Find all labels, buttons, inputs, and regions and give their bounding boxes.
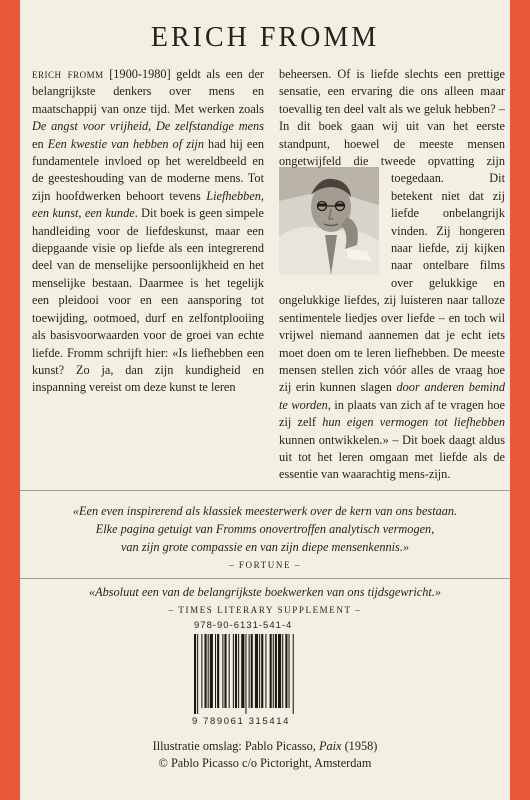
book-title: De zelfstandige mens [156,119,264,134]
blurb-right-column [279,66,505,484]
barcode-bar [245,634,246,714]
barcode-bar [197,634,198,714]
isbn-digits: 9 789061 315414 [192,716,290,727]
book-title: Liefhebben, een kunst, een kunde [32,188,264,221]
barcode-bar [215,634,216,708]
emphasis-text: door anderen bemind te worden [279,380,506,412]
isbn-label: 978-90-6131-541-4 [194,620,293,631]
review-quote-fortune [30,502,500,574]
credit-text: (1958) [341,739,378,753]
blurb-text: . Dit boek is geen simpele handleiding voor de liefdeskunst, maar een diepgaande visie op liefde als een integrerend deel van de menselijke persoonlijkheid en het menselijke bestaan. Daarmee is het tegelijk een pleidooi voor en een aansporing tot toewijding, ootmoed, durf en zelfontplooiing als basisvoorwaarden voor de groei van echte liefde. Fromm schrijft hier: «Is liefhebben een kunst? Zo ja, dan zijn kundigheid en inspanning vereist om deze kunst te leren [32,206,264,395]
barcode-bar [241,634,244,708]
blurb-text: had hij een fundamentele invloed op het wereldbeeld en de geesteshouding van de moderne mens. Tot zijn hoofdwerken behoort tevens [32,136,264,203]
blurb-text: , [148,119,157,134]
barcode-bar [205,634,207,708]
barcode-bar [210,634,213,708]
quote-line: van zijn grote compassie en van zijn diepe mensenkennis.» [120,540,410,554]
blurb-text: beheersen. Of is liefde slechts een prettige sensatie, een ervaring die ons alleen maar toevallig ten deel valt als we geluk hebben? – In dit boek gaan wij uit van het eerste standpunt, hoewel de meeste mensen ongetwijfeld [279,67,505,169]
barcode-icon [192,634,340,714]
barcode-bar [270,634,272,708]
divider [20,578,510,579]
divider [20,490,510,491]
barcode-bar [201,634,202,708]
barcode-bar [217,634,219,708]
barcode-bar [233,634,234,708]
quote-source: – FORTUNE – [228,560,302,570]
barcode-bar [282,634,283,708]
barcode-bar [229,634,230,708]
credit-text: Illustratie omslag: Pablo Picasso, [152,739,319,753]
cover-credits [20,738,510,772]
author-portrait-illustration [275,165,381,277]
blurb-paragraph-right [279,66,505,484]
barcode-bar [235,634,237,708]
barcode-bar [293,634,294,714]
back-cover [20,0,510,800]
book-title: De angst voor vrijheid [32,119,149,134]
credit-line [20,738,510,755]
copyright-line: © Pablo Picasso c/o Pictoright, Amsterdam [158,756,372,770]
barcode-bar [259,634,260,708]
barcode-bar [289,634,290,708]
blurb-text: en [32,136,48,151]
barcode-bar [273,634,274,708]
barcode-bar [224,634,226,708]
author-lead: erich fromm [32,67,104,81]
barcode-bar [261,634,263,708]
author-title: ERICH FROMM [150,22,380,53]
review-quote-tls [30,583,500,619]
artwork-title: Paix [318,739,342,753]
quote-line: «Absoluut een van de belangrijkste boekwerken van ons tijdsgewricht.» [88,585,442,599]
barcode-bar [275,634,277,708]
barcode-bar [208,634,209,708]
blurb-paragraph-left [32,66,264,397]
barcode-bar [251,634,253,708]
barcode-bar [265,634,266,708]
barcode-bar [238,634,239,708]
barcode-bar [194,634,196,714]
book-title: Een kwestie van hebben of zijn [47,136,204,151]
blurb-text: kunnen ontwikkelen.» – Dit boek daagt aldus uit tot het leren omgaan met liefde als de essentie van waarachtig mens-zijn. [279,432,505,482]
author-photo [275,165,381,277]
emphasis-text: hun eigen vermogen tot liefhebben [322,415,505,430]
blurb-text: die tweede opvatting zijn toegedaan. Dit betekent niet dat zij liefde onbelangrijk vinden. Zij hongeren naar liefde, zij kijken naar ontelbare films over gelukkige en ongelukkige liefdes, zij luisteren naar talloze sentimentele liedjes over liefde – en toch wil vrijwel niemand aannemen dat je echt iets moet doen om te leren liefhebben. De meeste mensen stellen zich vóór alles de vraag hoe zij erin kunnen slagen [279,154,505,395]
barcode-bar [222,634,223,708]
blurb-text: [1900-1980] geldt als een der belangrijkste denkers over mens en maatschappij van onze tijd. Met werken zoals [32,67,265,116]
barcode-bar [278,634,281,708]
quote-source: – TIMES LITERARY SUPPLEMENT – [168,605,362,615]
barcode-bar [255,634,258,708]
barcode-bar [249,634,250,708]
blurb-text: , in plaats van zich af te vragen hoe zij zelf [279,397,505,430]
barcode-bar [285,634,287,708]
quote-line: «Een even inspirerend als klassiek meesterwerk over de kern van ons bestaan. [72,504,458,518]
blurb-left-column [32,66,264,397]
quote-line: Elke pagina getuigt van Fromms onovertroffen analytisch vermogen, [95,522,435,536]
